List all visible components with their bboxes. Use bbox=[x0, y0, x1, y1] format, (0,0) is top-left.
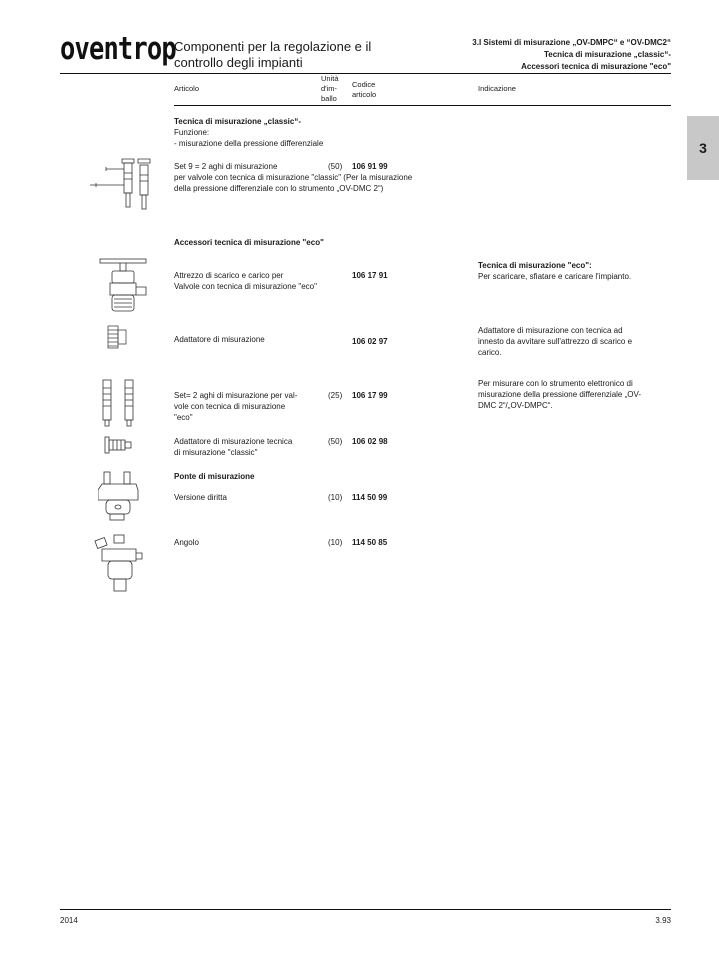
attrezzo-note-line: Per scaricare, sfiatare e caricare l'impianto. bbox=[478, 272, 632, 281]
col-articolo: Articolo bbox=[174, 84, 200, 93]
set2-code: 106 17 99 bbox=[352, 391, 388, 400]
adattatore-classic-qty: (50) bbox=[328, 437, 343, 446]
eco-section-title: Accessori tecnica di misurazione "eco" bbox=[174, 238, 324, 247]
set2-note bbox=[478, 378, 641, 411]
col-unita-line: d'im- bbox=[321, 84, 338, 93]
set2-description bbox=[174, 390, 297, 423]
footer-year: 2014 bbox=[60, 916, 78, 925]
attrezzo-description bbox=[174, 270, 317, 292]
adattatore-classic-line: di misurazione "classic" bbox=[174, 448, 258, 457]
classic-line: - misurazione della pressione differenziale bbox=[174, 139, 324, 148]
attrezzo-line: Valvole con tecnica di misurazione "eco" bbox=[174, 282, 317, 291]
adattatore-classic-illustration bbox=[104, 435, 134, 455]
angolo-code: 114 50 85 bbox=[352, 538, 388, 547]
set9-line: della pressione differenziale con lo strumento „OV-DMC 2“) bbox=[174, 184, 384, 193]
col-unita-line: Unità bbox=[321, 74, 339, 83]
attrezzo-illustration bbox=[98, 257, 150, 315]
set9-qty: (50) bbox=[328, 162, 343, 171]
chapter-tab: 3 bbox=[687, 116, 719, 180]
section-heading-line: Tecnica di misurazione „classic“- bbox=[543, 50, 671, 59]
set2-line: vole con tecnica di misurazione bbox=[174, 402, 286, 411]
diritta-illustration bbox=[98, 470, 140, 522]
diritta-description: Versione diritta bbox=[174, 493, 227, 502]
set2-line: "eco" bbox=[174, 413, 193, 422]
set2-note-line: Per misurare con lo strumento elettronico di bbox=[478, 379, 633, 388]
angolo-qty: (10) bbox=[328, 538, 343, 547]
adattatore-code: 106 02 97 bbox=[352, 337, 388, 346]
adattatore-description: Adattatore di misurazione bbox=[174, 335, 265, 344]
col-indicazione: Indicazione bbox=[478, 84, 516, 93]
oventrop-logo: oventrop bbox=[60, 31, 176, 67]
section-heading-line: Accessori tecnica di misurazione "eco" bbox=[521, 62, 671, 71]
set2-line: Set= 2 aghi di misurazione per val- bbox=[174, 391, 298, 400]
adattatore-note-line: innesto da avvitare sull'attrezzo di scarico e bbox=[478, 337, 633, 346]
set9-code: 106 91 99 bbox=[352, 162, 388, 171]
set2-note-line: DMC 2“/„OV-DMPC“. bbox=[478, 401, 553, 410]
col-unita-line: ballo bbox=[321, 94, 337, 103]
footer-page-number: 3.93 bbox=[655, 916, 671, 925]
adattatore-note-line: carico. bbox=[478, 348, 502, 357]
document-title: Componenti per la regolazione e il controllo degli impianti bbox=[174, 39, 372, 70]
set2-note-line: misurazione della pressione differenziale „OV- bbox=[478, 390, 642, 399]
adattatore-illustration bbox=[106, 324, 130, 350]
adattatore-note-line: Adattatore di misurazione con tecnica ad bbox=[478, 326, 623, 335]
adattatore-classic-code: 106 02 98 bbox=[352, 437, 388, 446]
set2-qty: (25) bbox=[328, 391, 343, 400]
adattatore-classic-line: Adattatore di misurazione tecnica bbox=[174, 437, 293, 446]
adattatore-classic-description bbox=[174, 436, 292, 458]
attrezzo-line: Attrezzo di scarico e carico per bbox=[174, 271, 284, 280]
footer-rule bbox=[60, 909, 671, 910]
section-heading-line: 3.I Sistemi di misurazione „OV-DMPC“ e “OV-DMC2“ bbox=[472, 38, 671, 47]
set9-description bbox=[174, 161, 474, 194]
set2-illustration bbox=[100, 378, 140, 428]
section-heading bbox=[472, 37, 671, 73]
col-codice bbox=[352, 80, 376, 100]
set9-line: per valvole con tecnica di misurazione "classic" (Per la misurazione bbox=[174, 173, 413, 182]
attrezzo-code: 106 17 91 bbox=[352, 271, 388, 280]
adattatore-note bbox=[478, 325, 632, 358]
set9-line: Set 9 = 2 aghi di misurazione bbox=[174, 162, 278, 171]
classic-section-title: Tecnica di misurazione „classic“- bbox=[174, 117, 302, 126]
diritta-qty: (10) bbox=[328, 493, 343, 502]
classic-line: Funzione: bbox=[174, 128, 210, 137]
header-rule bbox=[60, 73, 671, 74]
col-codice-line: articolo bbox=[352, 90, 377, 99]
set9-illustration bbox=[86, 155, 158, 217]
column-header-rule bbox=[174, 105, 671, 106]
attrezzo-note-title: Tecnica di misurazione "eco": bbox=[478, 261, 592, 270]
classic-section-text bbox=[174, 127, 323, 149]
angolo-illustration bbox=[92, 533, 146, 595]
col-unita bbox=[321, 74, 339, 104]
diritta-code: 114 50 99 bbox=[352, 493, 388, 502]
angolo-description: Angolo bbox=[174, 538, 199, 547]
col-codice-line: Codice bbox=[352, 80, 376, 89]
ponte-section-title: Ponte di misurazione bbox=[174, 472, 255, 481]
attrezzo-note bbox=[478, 260, 631, 282]
